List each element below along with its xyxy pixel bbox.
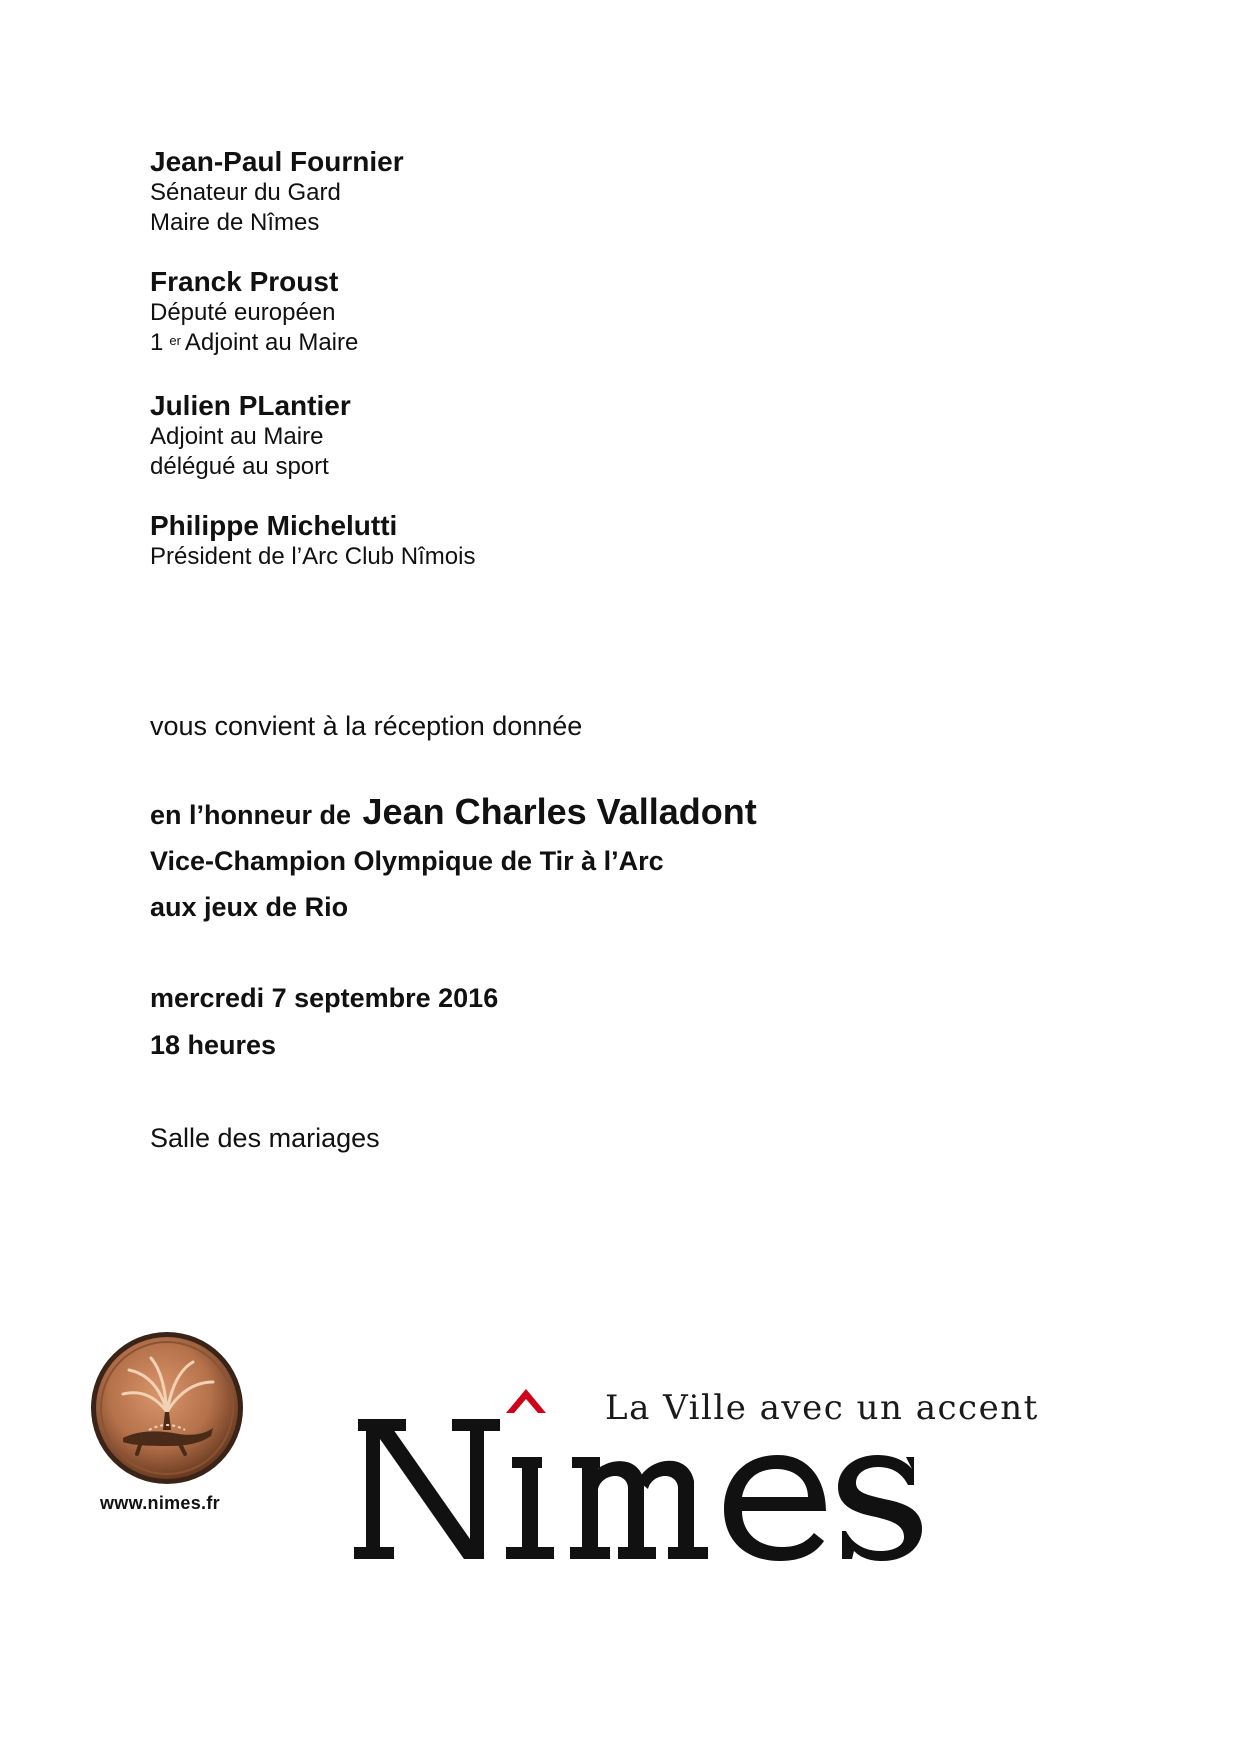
- host-block-4: [150, 510, 475, 572]
- honor-line: [150, 790, 757, 837]
- invitation-intro: vous convient à la réception donnée: [150, 711, 583, 741]
- ordinal-number: 1: [150, 329, 164, 356]
- host-title: Adjoint au Maire: [150, 423, 324, 450]
- host-title: Président de l’Arc Club Nîmois: [150, 543, 476, 570]
- honoree-title-line2: aux jeux de Rio: [150, 892, 349, 922]
- honoree-title-line1: Vice-Champion Olympique de Tir à l’Arc: [150, 846, 664, 876]
- event-venue: Salle des mariages: [150, 1123, 380, 1153]
- host-block-2: [150, 266, 358, 358]
- honor-prefix: en l’honneur de: [150, 800, 352, 830]
- host-title-ordinal: [150, 328, 358, 358]
- nimes-wordmark-logo: [352, 1385, 1032, 1565]
- crocodile-palm-seal-icon: [89, 1330, 245, 1486]
- host-name: Julien PLantier: [150, 390, 351, 421]
- host-block-3: [150, 390, 351, 482]
- ordinal-rest: Adjoint au Maire: [184, 329, 359, 356]
- event-time: 18 heures: [150, 1030, 277, 1060]
- host-block-1: [150, 146, 404, 238]
- host-name: Philippe Michelutti: [150, 510, 398, 541]
- event-date: mercredi 7 septembre 2016: [150, 983, 499, 1013]
- host-title: Maire de Nîmes: [150, 209, 320, 236]
- ordinal-suffix: er: [169, 333, 181, 348]
- honoree-name: Jean Charles Valladont: [362, 791, 757, 832]
- host-title: Député européen: [150, 299, 336, 326]
- host-name: Franck Proust: [150, 266, 339, 297]
- host-title: délégué au sport: [150, 453, 329, 480]
- host-name: Jean-Paul Fournier: [150, 146, 404, 177]
- website-link[interactable]: www.nimes.fr: [100, 1493, 220, 1513]
- logo-tagline: La Ville avec un accent: [605, 1388, 1039, 1428]
- host-title: Sénateur du Gard: [150, 179, 341, 206]
